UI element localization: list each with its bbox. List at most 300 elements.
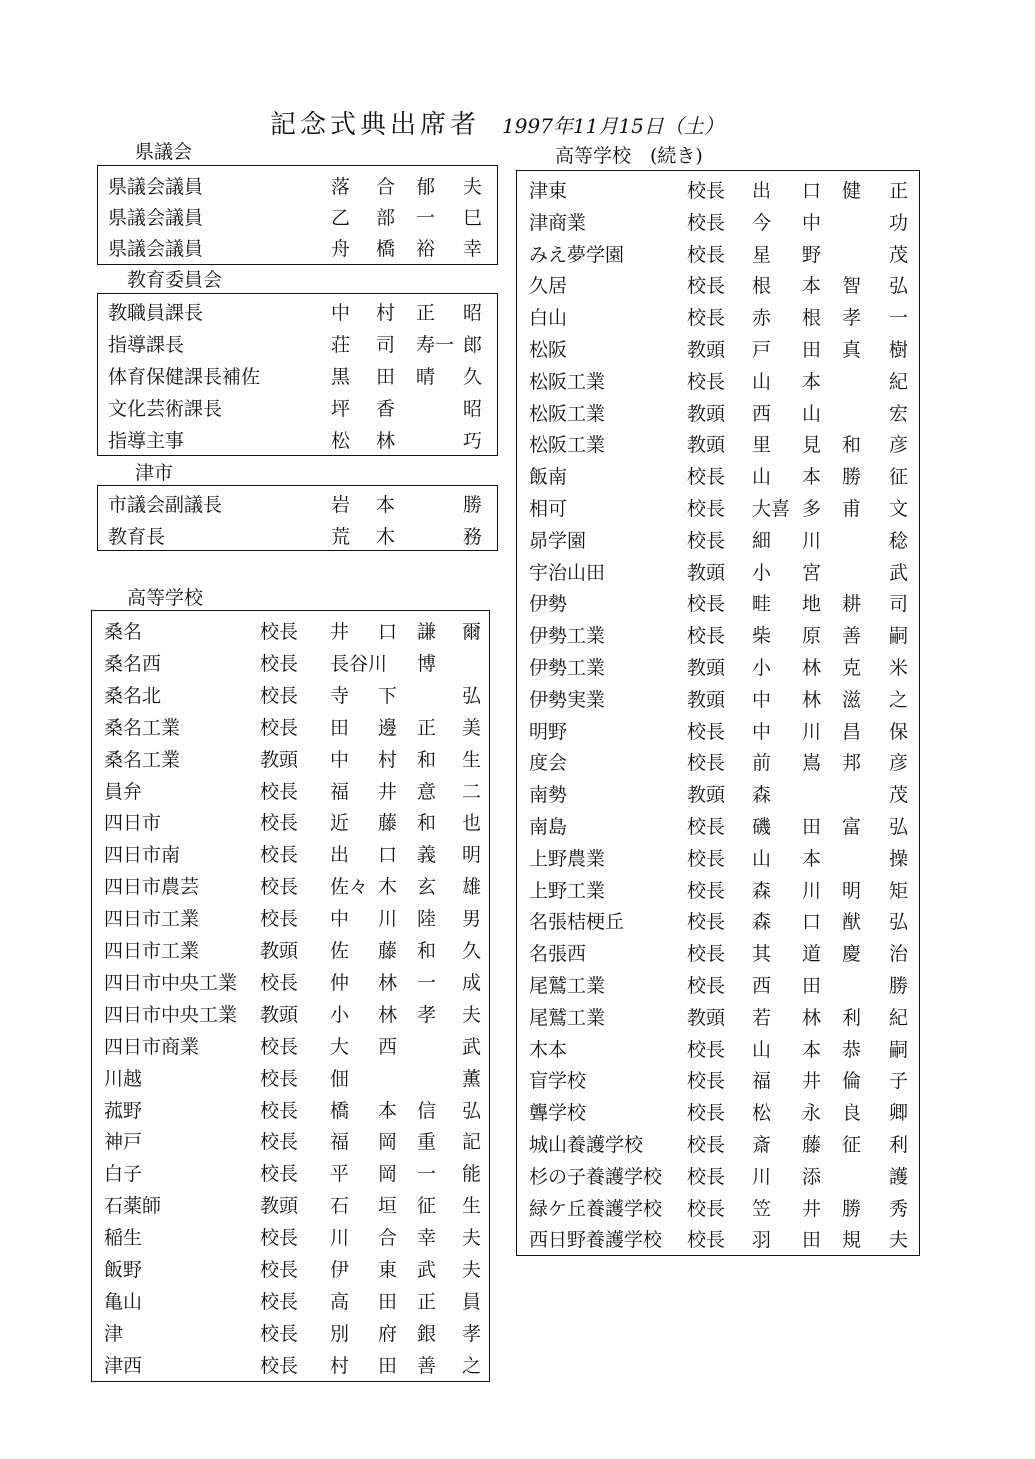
- table-row: [92, 1187, 489, 1219]
- person-name-part: 也: [462, 812, 482, 835]
- person-name-part: 中: [331, 302, 351, 324]
- table-row: [517, 967, 919, 999]
- school-name: 桑名工業: [104, 716, 181, 739]
- table-row: [92, 1315, 489, 1347]
- person-name-part: 邊: [378, 716, 398, 739]
- person-name-part: 能: [462, 1163, 482, 1186]
- person-name-part: 小: [752, 657, 772, 679]
- table-row: [517, 744, 919, 776]
- school-name: 四日市中央工業: [104, 1003, 238, 1026]
- person-name-part: 西: [752, 402, 772, 425]
- person-name-part: 山: [752, 466, 772, 489]
- person-name-part: 長谷川: [330, 652, 388, 675]
- table-row: [517, 1190, 919, 1222]
- role: 校長: [260, 1259, 299, 1281]
- person-name-part: 一: [416, 207, 436, 229]
- role: 校長: [687, 1197, 726, 1220]
- person-name-part: 之: [889, 688, 909, 711]
- person-name-part: 保: [889, 720, 909, 743]
- person-name-part: 本: [802, 1038, 822, 1061]
- school-name: 津: [104, 1322, 124, 1345]
- table-row: [98, 518, 497, 550]
- school-name: 桑名工業: [104, 748, 181, 771]
- person-name-part: 操: [889, 847, 909, 870]
- table-row: [98, 294, 497, 326]
- role: 校長: [260, 621, 299, 643]
- table-row: [98, 422, 497, 454]
- school-name: 杉の子養護学校: [529, 1165, 663, 1188]
- person-name-part: 乙: [331, 207, 351, 229]
- section-label-kyoiku: 教育委員会: [127, 269, 223, 291]
- school-name: 亀山: [104, 1290, 143, 1313]
- person-name-part: 山: [802, 402, 822, 425]
- person-name-part: 功: [889, 211, 909, 234]
- document-title: [270, 104, 724, 141]
- person-name-part: 中: [330, 748, 350, 771]
- person-name-part: 記: [462, 1131, 482, 1154]
- row-title: 指導主事: [108, 430, 185, 452]
- role: 校長: [260, 652, 299, 675]
- person-name-part: 西: [378, 1035, 398, 1058]
- person-name-part: 荘: [331, 334, 351, 356]
- school-name: 緑ケ丘養護学校: [529, 1197, 663, 1220]
- role: 校長: [687, 466, 726, 489]
- table-row: [92, 836, 489, 868]
- person-name-part: 一: [417, 971, 437, 994]
- person-name-part: 倫: [842, 1070, 862, 1093]
- school-name: 上野工業: [529, 879, 606, 902]
- table-row: [517, 1126, 919, 1158]
- person-name-part: 石: [330, 1195, 350, 1218]
- person-name-part: 健: [842, 180, 862, 202]
- school-name: 伊勢工業: [529, 657, 606, 679]
- person-name-part: 孝: [462, 1322, 482, 1345]
- role: 教頭: [687, 657, 726, 679]
- table-row: [98, 326, 497, 358]
- person-name-part: 弘: [889, 275, 909, 298]
- person-name-part: 邦: [842, 752, 862, 775]
- table-row: [517, 1158, 919, 1190]
- table-row: [517, 681, 919, 713]
- person-name-part: 正: [889, 180, 909, 202]
- person-name-part: 司: [376, 334, 396, 356]
- person-name-part: 林: [378, 1003, 398, 1026]
- table-row: [517, 776, 919, 808]
- person-name-part: 武: [417, 1259, 437, 1281]
- person-name-part: 若: [752, 1006, 772, 1029]
- person-name-part: 坪: [331, 398, 351, 420]
- role: 校長: [687, 1038, 726, 1061]
- person-name-part: 別: [330, 1322, 350, 1345]
- person-name-part: 征: [417, 1195, 437, 1218]
- school-name: 四日市工業: [104, 908, 200, 931]
- person-name-part: 博: [417, 652, 437, 675]
- person-name-part: 意: [417, 780, 437, 803]
- role: 校長: [260, 908, 299, 931]
- row-title: 指導課長: [108, 334, 185, 356]
- school-name: 神戸: [104, 1131, 143, 1154]
- person-name-part: 護: [889, 1165, 909, 1188]
- person-name-part: 川: [378, 908, 398, 931]
- school-name: 伊勢: [529, 593, 568, 616]
- person-name-part: 稔: [889, 529, 909, 552]
- role: 校長: [687, 593, 726, 616]
- person-name-part: 口: [378, 844, 398, 867]
- person-name-part: 二: [462, 780, 482, 803]
- person-name-part: 其: [752, 943, 772, 966]
- person-name-part: 中: [802, 211, 822, 234]
- person-name-part: 今: [752, 211, 772, 234]
- table-row: [92, 1251, 489, 1283]
- person-name-part: 福: [330, 780, 350, 803]
- table-row: [92, 900, 489, 932]
- person-name-part: 裕: [416, 238, 436, 260]
- table-row: [92, 932, 489, 964]
- person-name-part: 員: [462, 1290, 482, 1313]
- person-name-part: 出: [752, 180, 772, 202]
- person-name-part: 利: [889, 1134, 909, 1156]
- person-name-part: 恭: [842, 1038, 862, 1061]
- table-row: [517, 872, 919, 904]
- table-row: [92, 1092, 489, 1124]
- person-name-part: 見: [802, 434, 822, 457]
- person-name-part: 正: [417, 716, 437, 739]
- koto-box: [91, 610, 490, 1382]
- school-name: 四日市工業: [104, 940, 200, 962]
- table-row: [98, 168, 497, 200]
- person-name-part: 細: [752, 529, 772, 552]
- person-name-part: 茂: [889, 243, 909, 266]
- school-name: 松阪工業: [529, 402, 606, 425]
- person-name-part: 磯: [752, 816, 772, 838]
- person-name-part: 弘: [462, 684, 482, 707]
- person-name-part: 仲: [330, 971, 350, 994]
- school-name: 津商業: [529, 211, 587, 234]
- school-name: 川越: [104, 1067, 143, 1090]
- role: 教頭: [687, 434, 726, 457]
- table-row: [98, 390, 497, 422]
- person-name-part: 本: [376, 494, 396, 516]
- person-name-part: 佐: [330, 940, 350, 962]
- person-name-part: 西: [752, 975, 772, 997]
- table-row: [92, 868, 489, 900]
- person-name-part: 野: [802, 243, 822, 266]
- person-name-part: 弘: [889, 911, 909, 934]
- school-name: 城山養護学校: [529, 1134, 644, 1156]
- person-name-part: 幸: [463, 238, 483, 260]
- row-title: 県議会議員: [108, 207, 204, 229]
- school-name: 尾鷲工業: [529, 1006, 606, 1029]
- school-name: 桑名: [104, 621, 143, 643]
- school-name: 四日市農芸: [104, 876, 200, 899]
- person-name-part: 永: [802, 1102, 822, 1125]
- person-name-part: 雄: [462, 876, 482, 899]
- person-name-part: 藤: [378, 940, 398, 962]
- person-name-part: 武: [462, 1035, 482, 1058]
- person-name-part: 赤: [752, 307, 772, 330]
- person-name-part: 幸: [417, 1227, 437, 1250]
- person-name-part: 村: [376, 302, 396, 324]
- person-name-part: 玄: [417, 876, 437, 899]
- person-name-part: 岡: [378, 1131, 398, 1154]
- person-name-part: 本: [802, 275, 822, 298]
- person-name-part: 柴: [752, 625, 772, 648]
- role: 校長: [260, 876, 299, 899]
- person-name-part: 府: [378, 1322, 398, 1345]
- table-row: [92, 1283, 489, 1315]
- row-title: 教職員課長: [108, 302, 204, 324]
- section-label-kengikai: 県議会: [135, 141, 193, 163]
- person-name-part: 田: [378, 1290, 398, 1313]
- person-name-part: 松: [752, 1102, 772, 1125]
- school-name: 津東: [529, 180, 568, 202]
- person-name-part: 川: [802, 879, 822, 902]
- role: 校長: [687, 1229, 726, 1252]
- person-name-part: 明: [462, 844, 482, 867]
- table-row: [92, 645, 489, 677]
- person-name-part: 猷: [842, 911, 862, 934]
- table-row: [517, 172, 919, 204]
- person-name-part: 近: [330, 812, 350, 835]
- person-name-part: 一: [889, 307, 909, 330]
- person-name-part: 和: [417, 940, 437, 962]
- person-name-part: 男: [462, 908, 482, 931]
- person-name-part: 根: [802, 307, 822, 330]
- role: 校長: [687, 498, 726, 520]
- person-name-part: 善: [842, 625, 862, 648]
- table-row: [98, 230, 497, 262]
- koto-cont-box: [516, 170, 920, 1256]
- person-name-part: 美: [462, 716, 482, 739]
- school-name: 松阪工業: [529, 434, 606, 457]
- person-name-part: 和: [417, 812, 437, 835]
- table-row: [92, 677, 489, 709]
- person-name-part: 出: [330, 844, 350, 867]
- person-name-part: 田: [376, 366, 396, 388]
- person-name-part: 甫: [842, 498, 862, 520]
- person-name-part: 戸: [752, 339, 772, 361]
- role: 校長: [687, 180, 726, 202]
- person-name-part: 文: [889, 498, 909, 520]
- role: 校長: [687, 625, 726, 648]
- person-name-part: 佃: [330, 1067, 350, 1090]
- person-name-part: 合: [376, 176, 396, 198]
- person-name-part: 久: [463, 366, 483, 388]
- person-name-part: 勝: [463, 494, 483, 516]
- table-row: [517, 1094, 919, 1126]
- school-name: 聾学校: [529, 1102, 587, 1125]
- table-row: [517, 522, 919, 554]
- table-row: [92, 1123, 489, 1155]
- row-title: 文化芸術課長: [108, 398, 223, 420]
- role: 校長: [687, 1134, 726, 1156]
- person-name-part: 根: [752, 275, 772, 298]
- role: 校長: [687, 370, 726, 393]
- table-row: [517, 426, 919, 458]
- person-name-part: 笠: [752, 1197, 772, 1220]
- table-row: [517, 395, 919, 427]
- role: 校長: [260, 1227, 299, 1250]
- row-title: 市議会副議長: [108, 494, 223, 516]
- school-name: 白子: [104, 1163, 143, 1186]
- table-row: [517, 204, 919, 236]
- role: 校長: [687, 975, 726, 997]
- person-name-part: 斎: [752, 1134, 772, 1156]
- school-name: 度会: [529, 752, 568, 775]
- person-name-part: 巳: [463, 207, 483, 229]
- person-name-part: 東: [378, 1259, 398, 1281]
- person-name-part: 香: [376, 398, 396, 420]
- person-name-part: 重: [417, 1131, 437, 1154]
- person-name-part: 垣: [378, 1195, 398, 1218]
- person-name-part: 寿一: [416, 334, 455, 356]
- role: 校長: [687, 943, 726, 966]
- role: 教頭: [260, 1195, 299, 1218]
- role: 教頭: [687, 561, 726, 584]
- person-name-part: 司: [889, 593, 909, 616]
- school-name: 久居: [529, 275, 568, 298]
- school-name: 明野: [529, 720, 568, 743]
- person-name-part: 荒: [331, 526, 351, 548]
- person-name-part: 善: [417, 1354, 437, 1377]
- person-name-part: 地: [802, 593, 822, 616]
- role: 校長: [260, 1163, 299, 1186]
- role: 校長: [687, 847, 726, 870]
- person-name-part: 夫: [462, 1259, 482, 1281]
- table-row: [92, 964, 489, 996]
- school-name: 石薬師: [104, 1195, 162, 1218]
- person-name-part: 黒: [331, 366, 351, 388]
- table-row: [517, 236, 919, 268]
- person-name-part: 謙: [417, 621, 437, 643]
- table-row: [517, 808, 919, 840]
- table-row: [517, 458, 919, 490]
- person-name-part: 木: [378, 876, 398, 899]
- person-name-part: 岡: [378, 1163, 398, 1186]
- row-title: 県議会議員: [108, 238, 204, 260]
- person-name-part: 本: [802, 370, 822, 393]
- school-name: 宇治山田: [529, 561, 606, 584]
- school-name: みえ夢学園: [529, 243, 625, 266]
- school-name: 松阪: [529, 339, 568, 361]
- person-name-part: 真: [842, 339, 862, 361]
- role: 校長: [687, 752, 726, 775]
- person-name-part: 紀: [889, 370, 909, 393]
- person-name-part: 孝: [842, 307, 862, 330]
- person-name-part: 義: [417, 844, 437, 867]
- table-row: [92, 1028, 489, 1060]
- person-name-part: 落: [331, 176, 351, 198]
- person-name-part: 武: [889, 561, 909, 584]
- person-name-part: 生: [462, 748, 482, 771]
- person-name-part: 昌: [842, 720, 862, 743]
- role: 校長: [260, 1099, 299, 1122]
- person-name-part: 茂: [889, 784, 909, 807]
- person-name-part: 嗣: [889, 625, 909, 648]
- role: 教頭: [687, 784, 726, 807]
- table-row: [92, 1219, 489, 1251]
- role: 校長: [260, 780, 299, 803]
- school-name: 津西: [104, 1354, 143, 1377]
- row-title: 体育保健課長補佐: [108, 366, 261, 388]
- person-name-part: 口: [802, 180, 822, 202]
- person-name-part: 勝: [842, 1197, 862, 1220]
- table-row: [92, 709, 489, 741]
- person-name-part: 正: [417, 1290, 437, 1313]
- school-name: 上野農業: [529, 847, 606, 870]
- person-name-part: 里: [752, 434, 772, 457]
- school-name: 菰野: [104, 1099, 143, 1122]
- table-row: [517, 713, 919, 745]
- person-name-part: 中: [752, 688, 772, 711]
- person-name-part: 田: [802, 816, 822, 838]
- person-name-part: 舟: [331, 238, 351, 260]
- role: 教頭: [260, 1003, 299, 1026]
- person-name-part: 弘: [462, 1099, 482, 1122]
- person-name-part: 信: [417, 1099, 437, 1122]
- person-name-part: 川: [802, 720, 822, 743]
- school-name: 伊勢実業: [529, 688, 606, 711]
- role: 校長: [687, 1070, 726, 1093]
- school-name: 四日市: [104, 812, 162, 835]
- person-name-part: 森: [752, 911, 772, 934]
- table-row: [517, 840, 919, 872]
- table-row: [98, 199, 497, 231]
- person-name-part: 耕: [842, 593, 862, 616]
- person-name-part: 松: [331, 430, 351, 452]
- section-label-koto-cont: 高等学校 (続き): [555, 145, 703, 167]
- person-name-part: 本: [802, 847, 822, 870]
- person-name-part: 晴: [416, 366, 436, 388]
- role: 教頭: [687, 339, 726, 361]
- person-name-part: 林: [376, 430, 396, 452]
- table-row: [92, 996, 489, 1028]
- person-name-part: 林: [378, 971, 398, 994]
- role: 校長: [260, 1067, 299, 1090]
- role: 校長: [260, 1035, 299, 1058]
- person-name-part: 福: [330, 1131, 350, 1154]
- table-row: [517, 999, 919, 1031]
- role: 校長: [260, 716, 299, 739]
- table-row: [517, 1221, 919, 1253]
- person-name-part: 巧: [463, 430, 483, 452]
- person-name-part: 田: [378, 1354, 398, 1377]
- person-name-part: 成: [462, 971, 482, 994]
- school-name: 桑名西: [104, 652, 162, 675]
- table-row: [517, 617, 919, 649]
- person-name-part: 秀: [889, 1197, 909, 1220]
- table-row: [517, 1062, 919, 1094]
- table-row: [517, 363, 919, 395]
- person-name-part: 小: [752, 561, 772, 584]
- school-name: 桑名北: [104, 684, 162, 707]
- role: 教頭: [687, 1006, 726, 1029]
- kyoiku-box: [97, 293, 498, 456]
- person-name-part: 井: [802, 1197, 822, 1220]
- table-row: [92, 1347, 489, 1379]
- table-row: [98, 486, 497, 518]
- person-name-part: 夫: [462, 1227, 482, 1250]
- role: 校長: [687, 275, 726, 298]
- person-name-part: 昭: [463, 398, 483, 420]
- person-name-part: 銀: [417, 1322, 437, 1345]
- person-name-part: 藤: [378, 812, 398, 835]
- person-name-part: 田: [802, 975, 822, 997]
- person-name-part: 生: [462, 1195, 482, 1218]
- table-row: [92, 613, 489, 645]
- school-name: 松阪工業: [529, 370, 606, 393]
- person-name-part: 之: [462, 1354, 482, 1377]
